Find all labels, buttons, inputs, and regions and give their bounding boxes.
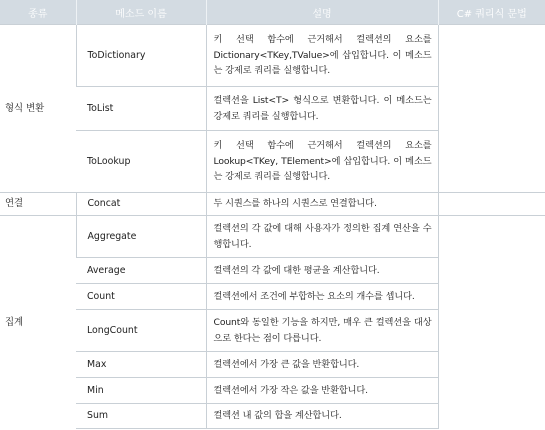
method-name-cell: Max — [76, 352, 206, 378]
description-cell: 두 시퀀스를 하나의 시퀀스로 연결합니다. — [206, 193, 438, 216]
method-name-cell: ToLookup — [76, 131, 206, 193]
header-query-syntax: C# 쿼리식 문법 — [438, 0, 545, 25]
table-row — [0, 25, 545, 87]
method-name-cell: Average — [76, 258, 206, 284]
kind-cell: 연결 — [0, 193, 76, 216]
method-name-cell: ToDictionary — [76, 25, 206, 87]
query-syntax-cell — [438, 193, 545, 216]
method-name-cell: Sum — [76, 404, 206, 429]
method-name-cell: Count — [76, 284, 206, 310]
kind-cell: 형식 변환 — [0, 25, 76, 193]
kind-cell: 집계 — [0, 216, 76, 429]
method-name-cell: ToList — [76, 87, 206, 131]
description-cell: 컬렉션을 List<T> 형식으로 변환합니다. 이 메소드는 강제로 쿼리를 실행합니다. — [206, 87, 438, 131]
method-name-cell: LongCount — [76, 310, 206, 352]
description-cell: 컬렉션에서 조건에 부합하는 요소의 개수를 셉니다. — [206, 284, 438, 310]
header-method-name: 메소드 이름 — [76, 0, 206, 25]
method-name-cell: Min — [76, 378, 206, 404]
description-cell: 컬렉션 내 값의 합을 계산합니다. — [206, 404, 438, 429]
description-cell: Count와 동일한 기능을 하지만, 매우 큰 컬렉션을 대상으로 한다는 점이 다릅니다. — [206, 310, 438, 352]
method-name-cell: Concat — [76, 193, 206, 216]
header-kind: 종류 — [0, 0, 76, 25]
description-cell: 키 선택 함수에 근거해서 컬렉션의 요소를 Lookup<TKey, TElement>에 삽입합니다. 이 메소드는 강제로 쿼리를 실행합니다. — [206, 131, 438, 193]
header-description: 설명 — [206, 0, 438, 25]
description-cell: 키 선택 함수에 근거해서 컬렉션의 요소를 Dictionary<TKey,TValue>에 삽입합니다. 이 메소드는 강제로 쿼리를 실행합니다. — [206, 25, 438, 87]
table-header-row — [0, 0, 545, 25]
query-syntax-cell — [438, 25, 545, 193]
query-syntax-cell — [438, 216, 545, 429]
description-cell: 컬렉션에서 가장 작은 값을 반환합니다. — [206, 378, 438, 404]
description-cell: 컬렉션에서 가장 큰 값을 반환합니다. — [206, 352, 438, 378]
table-row — [0, 193, 545, 216]
method-name-cell: Aggregate — [76, 216, 206, 258]
description-cell: 컬렉션의 각 값에 대한 평균을 계산합니다. — [206, 258, 438, 284]
table-row — [0, 216, 545, 258]
description-cell: 컬렉션의 각 값에 대해 사용자가 정의한 집계 연산을 수행합니다. — [206, 216, 438, 258]
